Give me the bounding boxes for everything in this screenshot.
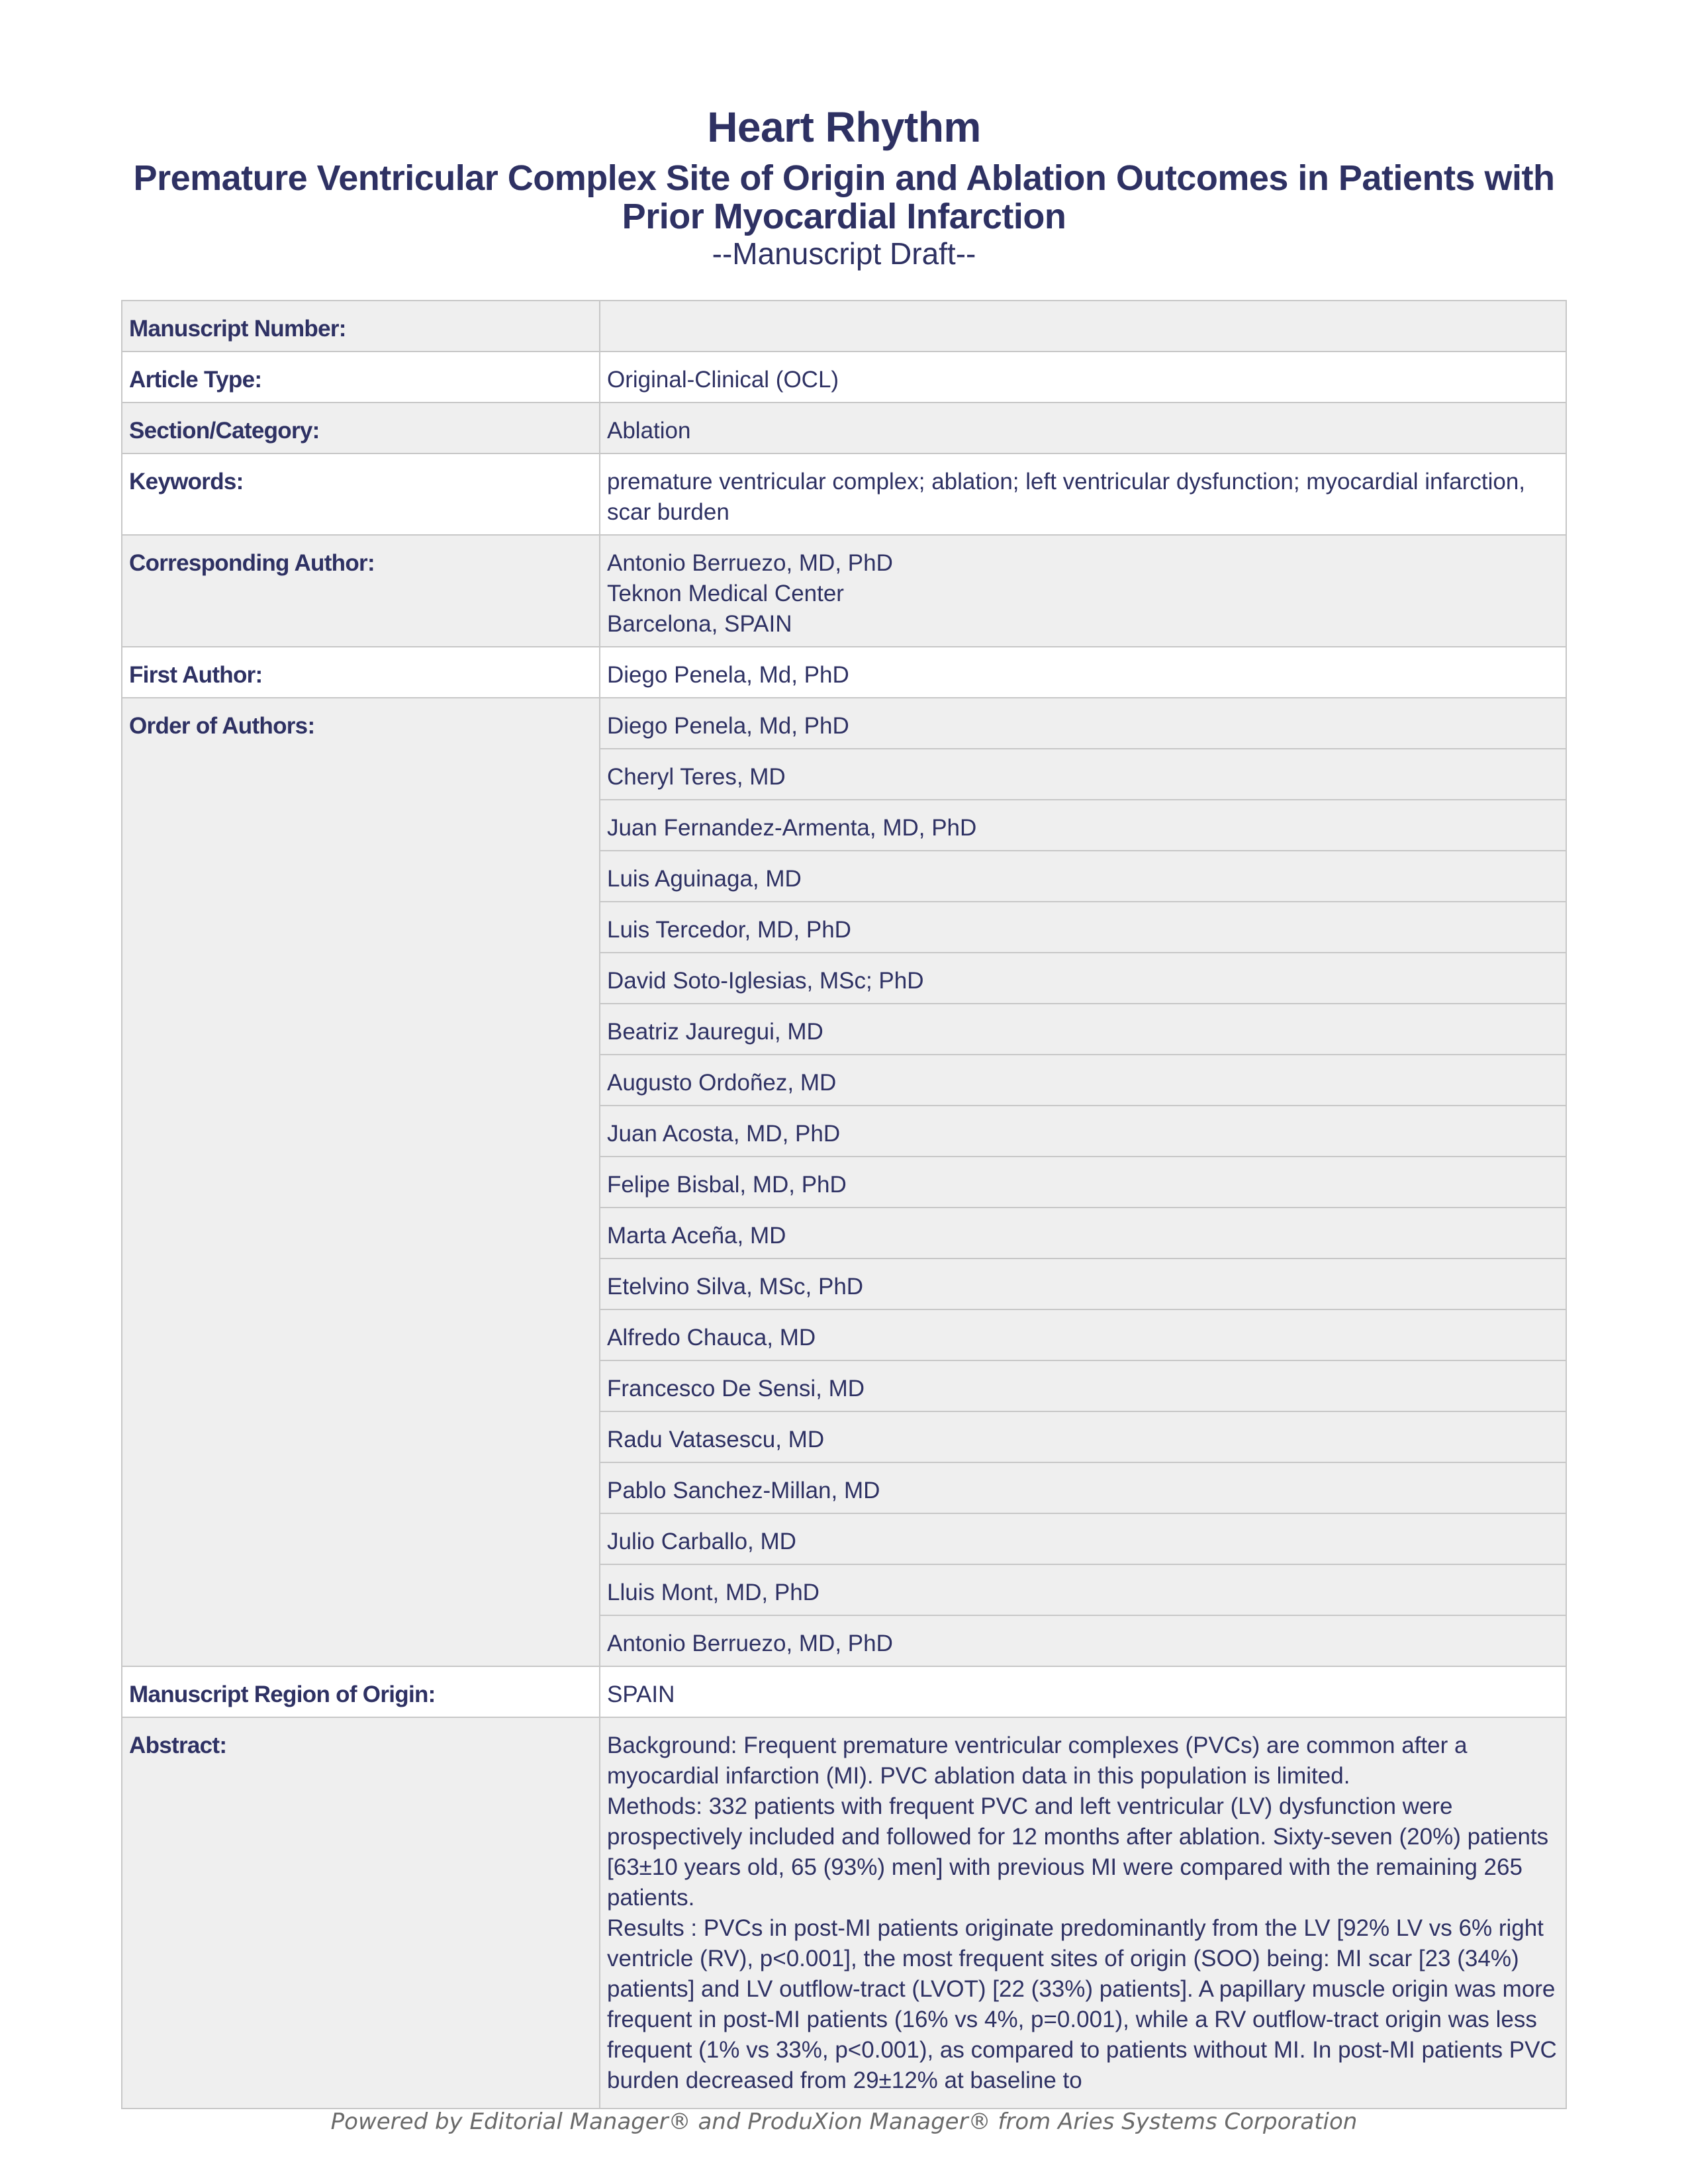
author-name: Radu Vatasescu, MD [600, 1411, 1566, 1462]
author-name: Lluis Mont, MD, PhD [600, 1564, 1566, 1615]
author-name: Marta Aceña, MD [600, 1208, 1566, 1258]
author-name: Diego Penela, Md, PhD [600, 698, 1566, 749]
author-name: Antonio Berruezo, MD, PhD [600, 1615, 1566, 1666]
author-row [122, 698, 1566, 749]
author-name: Felipe Bisbal, MD, PhD [600, 1157, 1566, 1208]
manuscript-metadata-table [121, 300, 1567, 2109]
abstract-results: Results : PVCs in post-MI patients originate predominantly from the LV [92% LV vs 6% right ventricle (RV), p<0.001], the most frequent sites of origin (SOO) being: MI scar [23 (34%) patients] and LV outflow-tract (LVOT) [22 (33%) patients]. A papillary muscle origin was more frequent in post-MI patients (16% vs 4%, p=0.001), while a RV outflow-tract origin was less frequent (1% vs 33%, p<0.001), as compared to patients without MI. In post-MI patients PVC burden decreased from 29±12% at baseline to [607, 1915, 1557, 2093]
author-name: Augusto Ordoñez, MD [600, 1055, 1566, 1106]
label-manuscript-number: Manuscript Number: [122, 301, 600, 352]
label-order-of-authors: Order of Authors: [122, 698, 600, 1666]
label-abstract: Abstract: [122, 1717, 600, 2109]
label-article-type: Article Type: [122, 352, 600, 403]
author-name: Julio Carballo, MD [600, 1513, 1566, 1564]
row-region [122, 1666, 1566, 1717]
row-keywords [122, 453, 1566, 535]
value-article-type: Original-Clinical (OCL) [600, 352, 1566, 403]
value-section: Ablation [600, 403, 1566, 453]
value-corresponding-author [600, 535, 1566, 647]
row-abstract [122, 1717, 1566, 2109]
author-name: Pablo Sanchez-Millan, MD [600, 1462, 1566, 1513]
row-article-type [122, 352, 1566, 403]
row-first-author [122, 647, 1566, 698]
author-name: Luis Tercedor, MD, PhD [600, 902, 1566, 953]
abstract-background: Background: Frequent premature ventricular complexes (PVCs) are common after a myocardial infarction (MI). PVC ablation data in this population is limited. [607, 1733, 1468, 1789]
label-keywords: Keywords: [122, 453, 600, 535]
corresponding-author-name: Antonio Berruezo, MD, PhD [607, 550, 893, 576]
manuscript-title: Premature Ventricular Complex Site of Origin and Ablation Outcomes in Patients with Prior Myocardial Infarction [133, 158, 1555, 236]
label-region: Manuscript Region of Origin: [122, 1666, 600, 1717]
author-name: Beatriz Jauregui, MD [600, 1004, 1566, 1055]
corresponding-author-institution: Teknon Medical Center [607, 581, 844, 606]
author-name: Alfredo Chauca, MD [600, 1309, 1566, 1360]
value-manuscript-number [600, 301, 1566, 352]
label-section: Section/Category: [122, 403, 600, 453]
draft-label: --Manuscript Draft-- [712, 236, 976, 271]
footer-powered-by: Powered by Editorial Manager® and ProduXion Manager® from Aries Systems Corporation [330, 2109, 1358, 2135]
abstract-methods: Methods: 332 patients with frequent PVC and left ventricular (LV) dysfunction were prospectively included and followed for 12 months after ablation. Sixty-seven (20%) patients [63±10 years old, 65 (93%) men] with previous MI were compared with the remaining 265 patients. [607, 1793, 1549, 1911]
author-name: Juan Fernandez-Armenta, MD, PhD [600, 800, 1566, 851]
author-name: David Soto-Iglesias, MSc; PhD [600, 953, 1566, 1004]
corresponding-author-location: Barcelona, SPAIN [607, 611, 792, 637]
author-name: Luis Aguinaga, MD [600, 851, 1566, 902]
author-name: Juan Acosta, MD, PhD [600, 1106, 1566, 1157]
journal-name: Heart Rhythm [707, 103, 981, 151]
author-name: Cheryl Teres, MD [600, 749, 1566, 800]
row-corresponding-author [122, 535, 1566, 647]
row-section [122, 403, 1566, 453]
value-first-author: Diego Penela, Md, PhD [600, 647, 1566, 698]
label-corresponding-author: Corresponding Author: [122, 535, 600, 647]
author-name: Etelvino Silva, MSc, PhD [600, 1258, 1566, 1309]
row-manuscript-number [122, 301, 1566, 352]
author-name: Francesco De Sensi, MD [600, 1360, 1566, 1411]
label-first-author: First Author: [122, 647, 600, 698]
value-region: SPAIN [600, 1666, 1566, 1717]
value-keywords: premature ventricular complex; ablation; left ventricular dysfunction; myocardial infarction, scar burden [600, 453, 1566, 535]
value-abstract [600, 1717, 1566, 2109]
